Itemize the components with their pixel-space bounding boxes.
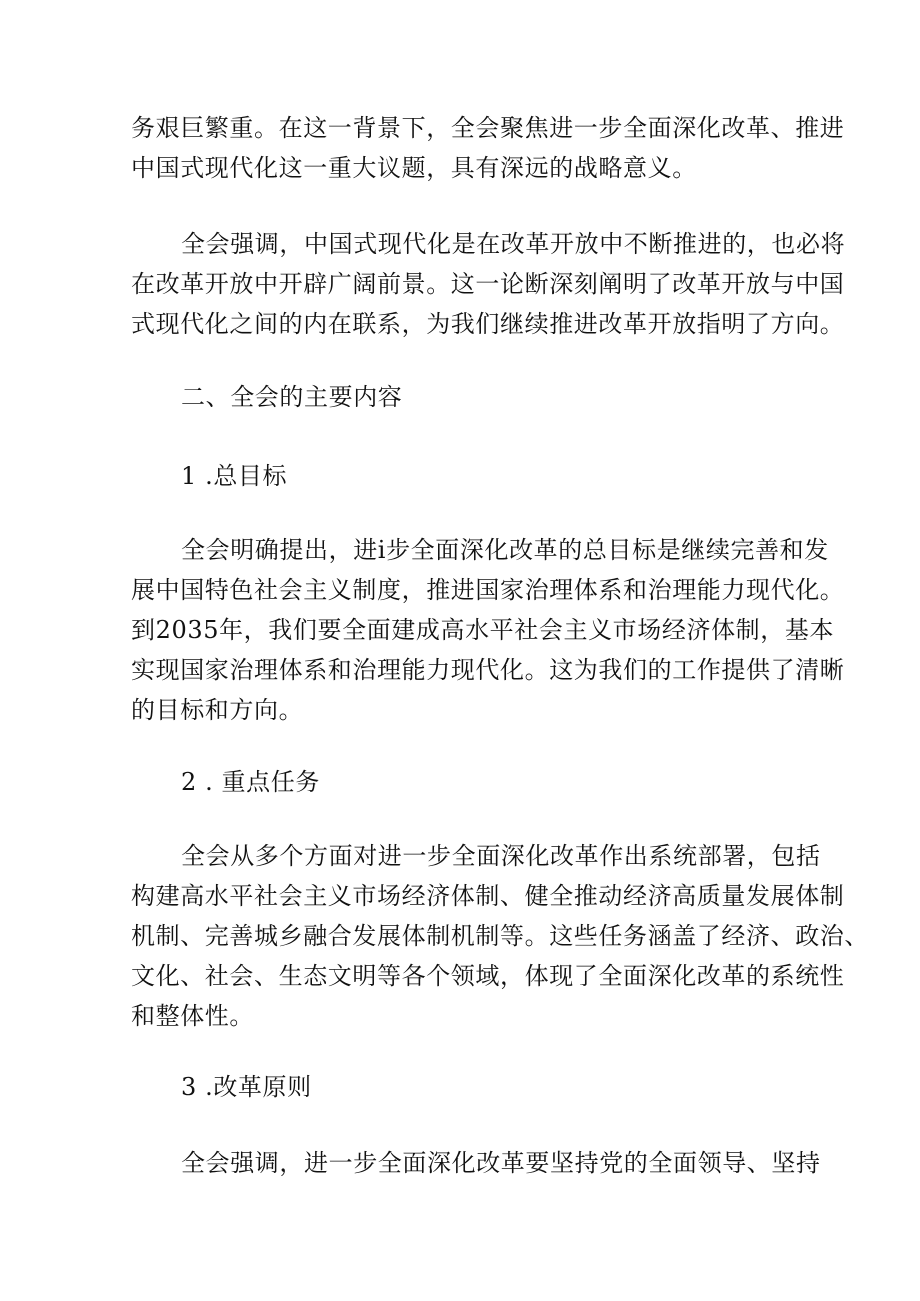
modernization-paragraph-line-2: 在改革开放中开辟广阔前景。这一论断深刻阐明了改革开放与中国 <box>131 270 845 298</box>
principles-paragraph-line-1: 全会强调，进一步全面深化改革要坚持党的全面领导、坚持 <box>181 1149 821 1177</box>
goal-paragraph-line-1: 全会明确提出，进i步全面深化改革的总目标是继续完善和发 <box>181 536 829 564</box>
goal-paragraph-line-5: 的目标和方向。 <box>131 696 304 724</box>
tasks-paragraph-line-5: 和整体性。 <box>131 1002 254 1030</box>
subsection-2-heading: 2 . 重点任务 <box>181 768 320 796</box>
intro-line-1: 务艰巨繁重。在这一背景下，全会聚焦进一步全面深化改革、推进 <box>131 114 845 142</box>
intro-line-2: 中国式现代化这一重大议题，具有深远的战略意义。 <box>131 154 697 182</box>
tasks-paragraph-line-2: 构建高水平社会主义市场经济体制、健全推动经济高质量发展体制 <box>131 882 845 910</box>
tasks-paragraph-line-3: 机制、完善城乡融合发展体制机制等。这些任务涵盖了经济、政治、 <box>131 922 869 950</box>
tasks-paragraph-line-4: 文化、社会、生态文明等各个领域，体现了全面深化改革的系统性 <box>131 962 845 990</box>
section-2-heading: 二、全会的主要内容 <box>181 383 403 411</box>
goal-paragraph-line-3: 到2035年，我们要全面建成高水平社会主义市场经济体制，基本 <box>131 616 835 644</box>
tasks-paragraph-line-1: 全会从多个方面对进一步全面深化改革作出系统部署，包括 <box>181 842 821 870</box>
modernization-paragraph-line-1: 全会强调，中国式现代化是在改革开放中不断推进的，也必将 <box>181 230 846 258</box>
modernization-paragraph-line-3: 式现代化之间的内在联系，为我们继续推进改革开放指明了方向。 <box>131 310 845 338</box>
goal-paragraph-line-2: 展中国特色社会主义制度，推进国家治理体系和治理能力现代化。 <box>131 576 845 604</box>
subsection-3-heading: 3 .改革原则 <box>181 1073 312 1101</box>
goal-paragraph-line-4: 实现国家治理体系和治理能力现代化。这为我们的工作提供了清晰 <box>131 656 845 684</box>
subsection-1-heading: 1 .总目标 <box>181 462 288 490</box>
